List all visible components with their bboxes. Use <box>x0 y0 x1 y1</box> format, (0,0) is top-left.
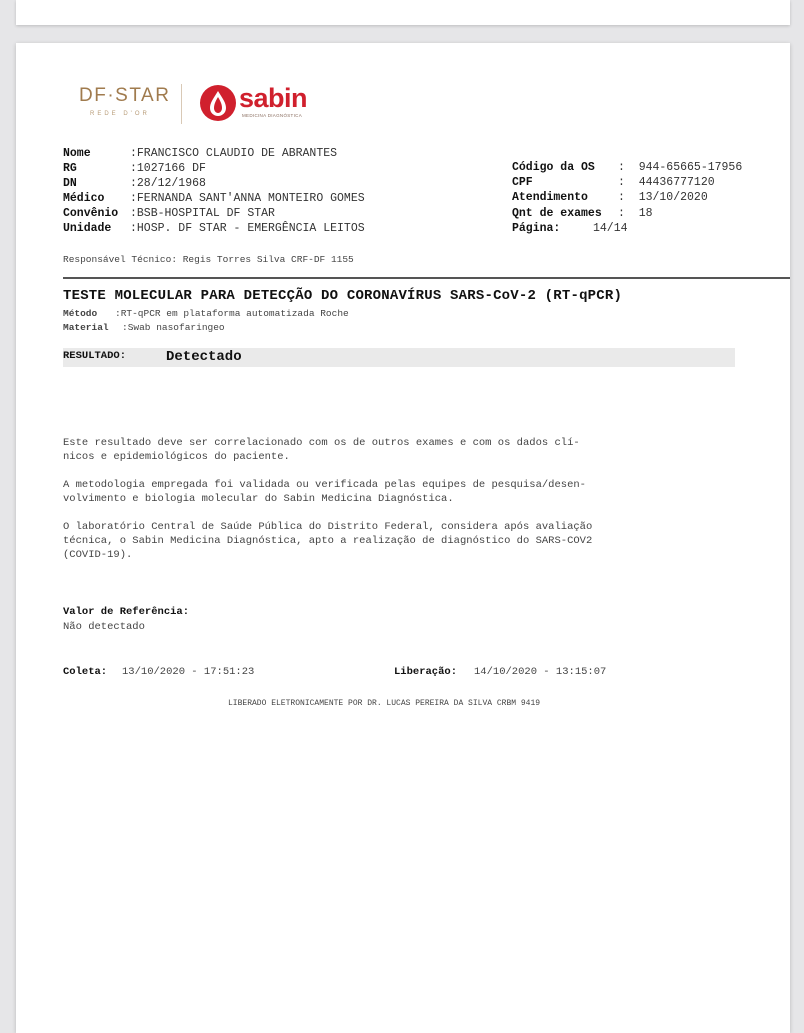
liberacao-value: 14/10/2020 - 13:15:07 <box>474 666 607 678</box>
cpf-value: : 44436777120 <box>618 176 715 189</box>
dfstar-logo-text: DF·STAR <box>79 85 171 106</box>
os-value: : 944-65665-17956 <box>618 161 743 174</box>
dfstar-logo <box>79 85 169 125</box>
rg-value: :1027166 DF <box>130 162 206 175</box>
note-3-line-3: (COVID-19). <box>63 549 133 561</box>
note-3-line-2: técnica, o Sabin Medicina Diagnóstica, apto a realização de diagnóstico do SARS-COV2 <box>63 535 593 547</box>
resultado-label: RESULTADO: <box>63 350 127 362</box>
dn-value: :28/12/1968 <box>130 177 206 190</box>
electronic-signature: LIBERADO ELETRONICAMENTE POR DR. LUCAS PEREIRA DA SILVA CRBM 9419 <box>228 699 541 708</box>
coleta-value: 13/10/2020 - 17:51:23 <box>122 666 255 678</box>
note-1-line-2: nicos e epidemiológicos do paciente. <box>63 451 290 463</box>
nome-value: :FRANCISCO CLAUDIO DE ABRANTES <box>130 147 338 160</box>
qnt-exames-label: Qnt de exames <box>512 207 602 220</box>
sabin-logo-tagline: MEDICINA DIAGNÓSTICA <box>242 113 303 118</box>
result-bar <box>63 348 735 367</box>
unidade-value: :HOSP. DF STAR - EMERGÊNCIA LEITOS <box>130 222 365 235</box>
medico-value: :FERNANDA SANT'ANNA MONTEIRO GOMES <box>130 192 365 205</box>
metodo-label: Método <box>63 308 98 319</box>
nome-label: Nome <box>63 147 91 160</box>
pagina-value: 14/14 <box>593 222 628 235</box>
reference-label: Valor de Referência: <box>63 606 190 618</box>
pagina-label: Página: <box>512 222 561 235</box>
note-3-line-1: O laboratório Central de Saúde Pública do Distrito Federal, considera após avaliação <box>63 521 593 533</box>
resultado-value: Detectado <box>166 349 242 365</box>
note-2-line-2: volvimento e biologia molecular do Sabin Medicina Diagnóstica. <box>63 493 454 505</box>
dn-label: DN <box>63 177 77 190</box>
responsavel-tecnico: Responsável Técnico: Regis Torres Silva CRF-DF 1155 <box>63 254 354 265</box>
cpf-label: CPF <box>512 176 533 189</box>
liberacao-label: Liberação: <box>394 666 458 678</box>
material-label: Material <box>63 322 109 333</box>
dfstar-logo-subtitle: REDE D'OR <box>90 111 150 117</box>
atendimento-label: Atendimento <box>512 191 588 204</box>
logo-divider <box>181 84 182 124</box>
note-2-line-1: A metodologia empregada foi validada ou verificada pelas equipes de pesquisa/desen- <box>63 479 586 491</box>
sabin-logo <box>199 84 309 124</box>
atendimento-value: : 13/10/2020 <box>618 191 708 204</box>
previous-page-edge <box>16 0 790 25</box>
sabin-drop-icon <box>199 84 237 122</box>
coleta-label: Coleta: <box>63 666 108 678</box>
unidade-label: Unidade <box>63 222 112 235</box>
reference-value: Não detectado <box>63 621 145 633</box>
section-divider <box>63 277 790 279</box>
metodo-value: :RT-qPCR em plataforma automatizada Roche <box>115 308 349 319</box>
material-value: :Swab nasofaringeo <box>122 322 225 333</box>
medico-label: Médico <box>63 192 105 205</box>
exam-title: TESTE MOLECULAR PARA DETECÇÃO DO CORONAVÍRUS SARS-CoV-2 (RT-qPCR) <box>63 288 623 304</box>
convenio-value: :BSB-HOSPITAL DF STAR <box>130 207 275 220</box>
os-label: Código da OS <box>512 161 595 174</box>
convenio-label: Convênio <box>63 207 119 220</box>
qnt-exames-value: : 18 <box>618 207 653 220</box>
rg-label: RG <box>63 162 77 175</box>
sabin-logo-text: sabin <box>239 83 308 113</box>
note-1-line-1: Este resultado deve ser correlacionado com os de outros exames e com os dados clí- <box>63 437 580 449</box>
